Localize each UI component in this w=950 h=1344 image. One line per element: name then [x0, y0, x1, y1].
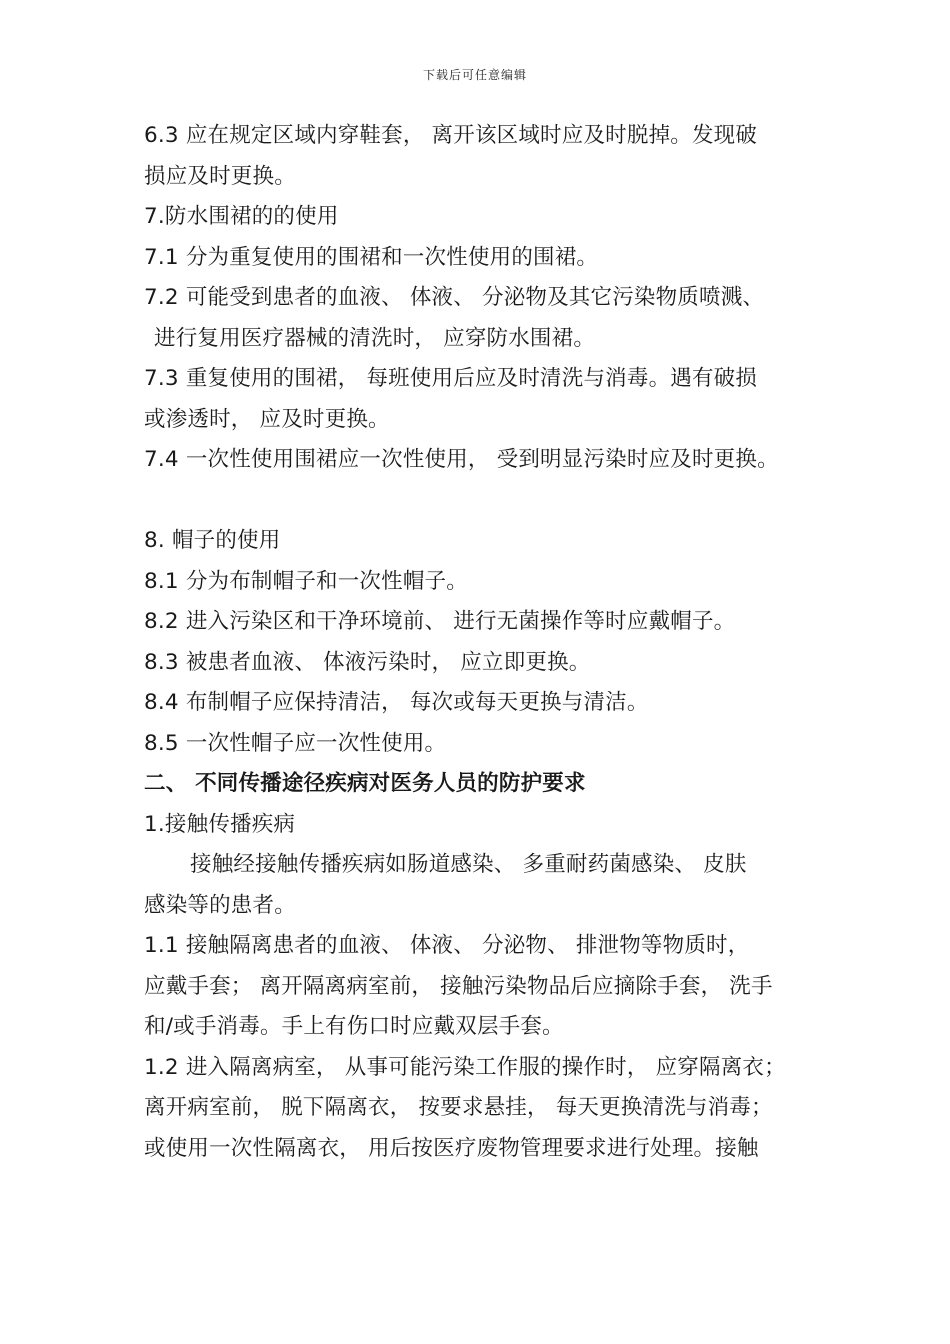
text-line: 损应及时更换。 — [144, 163, 296, 189]
text-line: 8.2 进入污染区和干净环境前、 进行无菌操作等时应戴帽子。 — [144, 609, 736, 634]
text-line: 或渗透时， 应及时更换。 — [144, 406, 390, 432]
text-line: 应戴手套； 离开隔离病室前， 接触污染物品后应摘除手套， 洗手 — [144, 973, 773, 999]
text-line: 8.4 布制帽子应保持清洁， 每次或每天更换与清洁。 — [144, 690, 649, 715]
text-line: 7.防水围裙的的使用 — [144, 204, 339, 229]
text-line: 8.1 分为布制帽子和一次性帽子。 — [144, 568, 468, 594]
text-line: 1.2 进入隔离病室， 从事可能污染工作服的操作时， 应穿隔离衣； — [144, 1054, 786, 1080]
section-heading: 二、 不同传播途径疾病对医务人员的防护要求 — [144, 771, 586, 796]
text-line: 8.3 被患者血液、 体液污染时， 应立即更换。 — [144, 649, 591, 675]
text-line: 离开病室前， 脱下隔离衣， 按要求悬挂， 每天更换清洗与消毒； — [144, 1095, 773, 1120]
text-line: 或使用一次性隔离衣， 用后按医疗废物管理要求进行处理。接触 — [144, 1135, 759, 1161]
text-line: 8.5 一次性帽子应一次性使用。 — [144, 730, 447, 756]
text-line: 7.2 可能受到患者的血液、 体液、 分泌物及其它污染物质喷溅、 — [144, 285, 765, 310]
text-line: 1.接触传播疾病 — [144, 811, 296, 837]
document-body — [144, 116, 824, 1169]
text-line: 7.4 一次性使用围裙应一次性使用， 受到明显污染时应及时更换。 — [144, 447, 779, 472]
text-line: 1.1 接触隔离患者的血液、 体液、 分泌物、 排泄物等物质时， — [144, 933, 750, 958]
blank-line — [144, 481, 824, 522]
text-line: 接触经接触传播疾病如肠道感染、 多重耐药菌感染、 皮肤 — [190, 852, 747, 877]
page-header: 下载后可任意编辑 — [422, 68, 527, 82]
text-line: 7.3 重复使用的围裙， 每班使用后应及时清洗与消毒。遇有破损 — [144, 366, 758, 391]
text-line: 7.1 分为重复使用的围裙和一次性使用的围裙。 — [144, 244, 599, 270]
text-line: 感染等的患者。 — [144, 892, 296, 918]
text-line: 和/或手消毒。手上有伤口时应戴双层手套。 — [144, 1014, 564, 1039]
text-line: 6.3 应在规定区域内穿鞋套， 离开该区域时应及时脱掉。发现破 — [144, 123, 758, 148]
text-line: 8. 帽子的使用 — [144, 528, 281, 553]
text-line: 进行复用医疗器械的清洗时， 应穿防水围裙。 — [154, 325, 596, 351]
